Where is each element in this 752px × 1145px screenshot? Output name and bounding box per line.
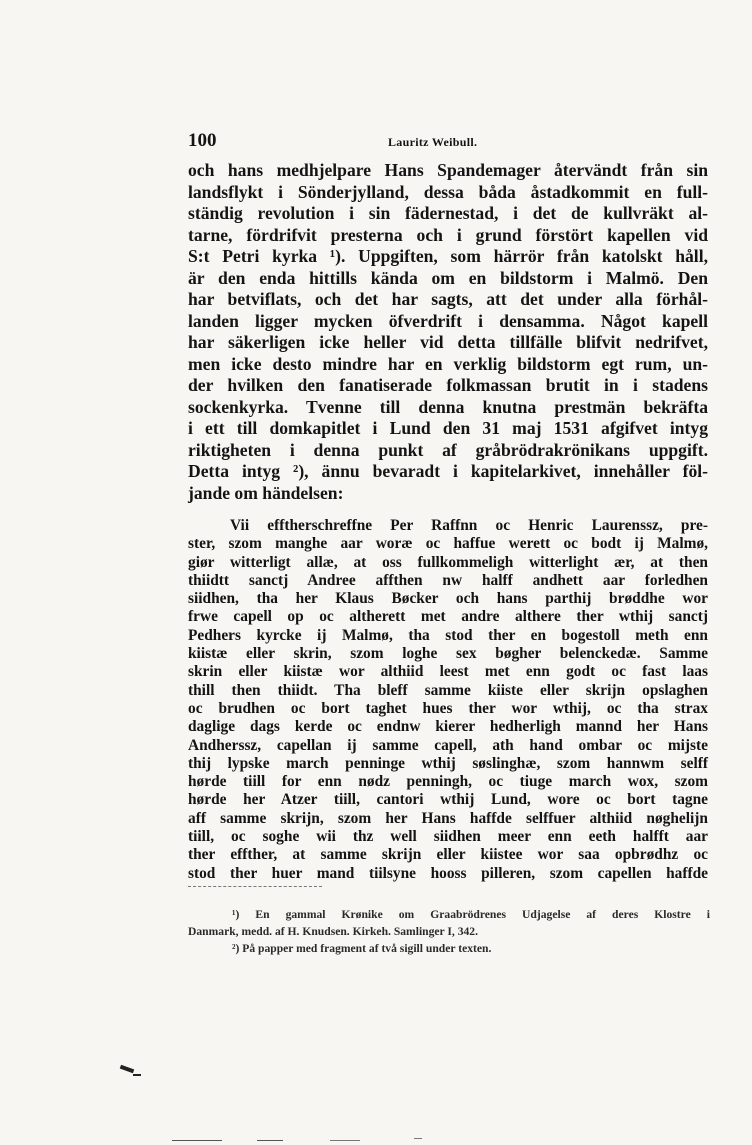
quote-line: Pedhers kyrcke ij Malmø, tha stod ther en bogestoll meth enn — [188, 626, 708, 644]
main-line: Detta intyg ²), ännu bevaradt i kapitelarkivet, innehåller föl- — [188, 461, 708, 481]
quote-line: oc brudhen oc bort taghet hues ther wor wthij, oc tha strax — [188, 699, 708, 717]
main-line: sockenkyrka. Tvenne till denna knutna prestmän bekräfta — [188, 396, 708, 417]
main-line: har betviflats, och det har sagts, att det under alla förhål- — [188, 289, 708, 309]
main-line: der hvilken den fanatiserade folkmassan brutit in i stadens — [188, 375, 708, 395]
quote-line: thij lypske march penninge wthij søslinghæ, szom hannwm selff — [188, 754, 708, 772]
quoted-document — [188, 517, 708, 883]
quote-line: skrin eller kiistæ wor althiid leest met enn godt oc fast laas — [188, 663, 708, 681]
quote-line: kiistæ eller skrin, szom loghe sex bøgher belenckedæ. Samme — [188, 645, 708, 663]
main-line: i ett till domkapitlet i Lund den 31 maj 1531 afgifvet intyg — [188, 418, 708, 438]
quote-line: aff samme skrijn, szom her Hans haffde selffuer althiid nøghelijn — [188, 809, 708, 827]
main-paragraph — [188, 160, 708, 504]
page-header — [188, 130, 708, 154]
main-line: riktigheten i denna punkt af gråbrödrakrönikans uppgift. — [188, 439, 708, 460]
main-line: jande om händelsen: — [188, 482, 344, 503]
footnote-2: ²) På papper med fragment af två sigill under texten. — [232, 942, 492, 955]
scan-mark — [330, 1140, 360, 1141]
scan-mark — [172, 1140, 222, 1141]
quote-line: thiidtt sanctj Andree affthen nw halff andhett aar forledhen — [188, 571, 708, 589]
footnote-1-line: ¹) En gammal Krønike om Graabrödrenes Udjagelse af deres Klostre i — [232, 908, 710, 921]
quote-line: hørde tiill for enn nødz penningh, oc tiuge march wox, szom — [188, 773, 708, 791]
main-line: landsflykt i Sönderjylland, dessa båda åstadkommit en full- — [188, 181, 708, 202]
main-line: ständig revolution i sin fädernestad, i det de kullvräkt al- — [188, 203, 708, 223]
quote-line: thill then thiidt. Tha bleff samme kiiste eller skrijn opslaghen — [188, 681, 708, 699]
quote-line: ster, szom manghe aar woræ oc haffue werett oc bodt ij Malmø, — [188, 535, 708, 553]
quote-line: tiill, oc soghe wii thz well siidhen meer enn eeth halfft aar — [188, 828, 708, 846]
main-line: är den enda hittills kända om en bildstorm i Malmö. Den — [188, 267, 708, 288]
main-line: tarne, fördrifvit presterna och i grund förstört kapellen vid — [188, 224, 708, 245]
quote-line: frwe capell op oc altherett met andre althere ther wthij sanctj — [188, 608, 708, 626]
main-line: landen ligger mycken öfverdrift i densamma. Något kapell — [188, 310, 708, 331]
page-number: 100 — [188, 130, 217, 151]
running-title: Lauritz Weibull. — [388, 135, 478, 149]
scan-mark — [133, 1074, 141, 1076]
quote-line: Andherssz, capellan ij samme capell, ath hand ombar oc mijste — [188, 736, 708, 754]
main-line: har säkerligen icke heller vid detta tillfälle blifvit nedrifvet, — [188, 332, 708, 352]
quote-line: siidhen, tha her Klaus Bøcker och hans parthij brøddhe wor — [188, 590, 708, 608]
scan-mark — [414, 1138, 422, 1139]
quote-line: giør witterligt allæ, at oss fullkommeligh witterlight ær, at then — [188, 553, 708, 571]
quote-line: daglige dags kerde oc endnw kierer hedherligh mannd her Hans — [188, 718, 708, 736]
scan-mark — [257, 1140, 283, 1141]
quote-line: hørde her Atzer tiill, cantori wthij Lund, wore oc bort tagne — [188, 791, 708, 809]
footnotes — [188, 906, 710, 957]
footnote-1-line: Danmark, medd. af H. Knudsen. Kirkeh. Samlinger I, 342. — [188, 925, 478, 938]
main-line: men icke desto mindre har en verklig bildstorm egt rum, un- — [188, 353, 708, 374]
footnote-separator — [188, 886, 322, 887]
quote-line: stod ther huer mand tiilsyne hooss pilleren, szom capellen haffde — [188, 864, 708, 882]
quote-line: Vii efftherschreffne Per Raffnn oc Henric Laurenssz, pre- — [230, 517, 708, 534]
main-line: S:t Petri kyrka ¹). Uppgiften, som härrör från katolskt håll, — [188, 246, 708, 266]
main-line: och hans medhjelpare Hans Spandemager återvändt från sin — [188, 160, 708, 180]
scan-mark — [120, 1065, 135, 1074]
quote-line: ther effther, at samme skrijn eller kiistee wor saa opbrødhz oc — [188, 846, 708, 864]
